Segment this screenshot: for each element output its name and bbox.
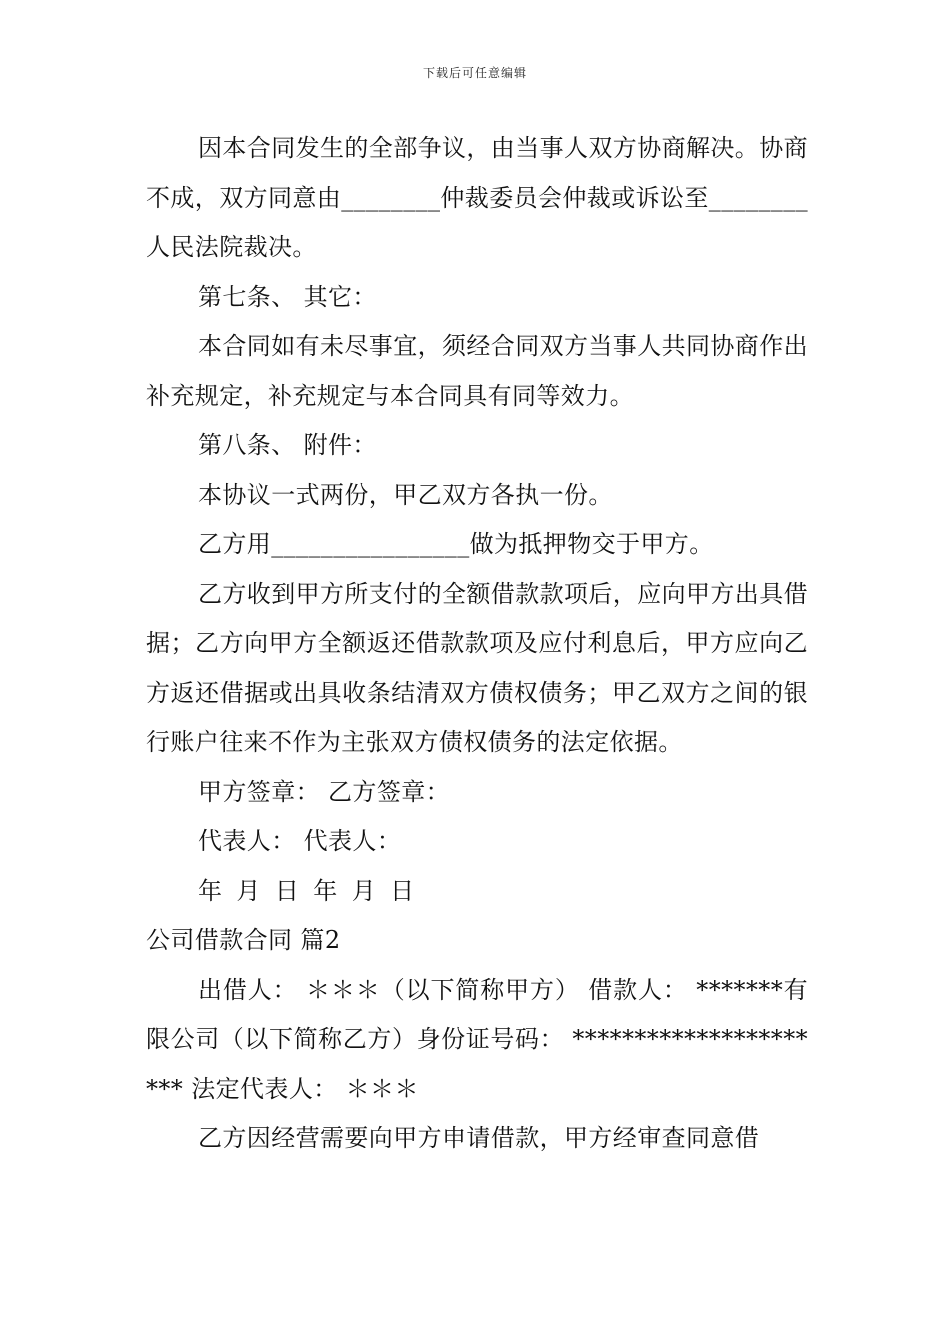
header-note: 下载后可任意编辑 <box>422 66 527 80</box>
parties-paragraph: 出借人： ＊＊＊（以下简称甲方） 借款人： *******有限公司（以下简称乙方）身份证号码： ********************** 法定代表人： ＊＊＊ <box>146 975 808 1103</box>
representative-line: 代表人： 代表人： <box>198 827 402 855</box>
supplementary-provisions-paragraph: 本合同如有未尽事宜，须经合同双方当事人共同协商作出补充规定，补充规定与本合同具有同等效力。 <box>146 332 808 410</box>
date-line: 年 月 日 年 月 日 <box>198 876 415 905</box>
dispute-resolution-paragraph: 因本合同发生的全部争议，由当事人双方协商解决。协商不成，双方同意由________仲裁委员会仲裁或诉讼至________人民法院裁决。 <box>146 134 808 261</box>
copies-paragraph: 本协议一式两份，甲乙双方各执一份。 <box>198 480 613 509</box>
collateral-paragraph: 乙方用________________做为抵押物交于甲方。 <box>198 530 714 558</box>
loan-request-paragraph: 乙方因经营需要向甲方申请借款，甲方经审查同意借 <box>198 1124 760 1152</box>
document-body <box>146 124 808 1164</box>
article-seven-heading: 第七条、 其它： <box>198 282 377 311</box>
section-title: 公司借款合同 篇2 <box>146 926 341 954</box>
receipt-paragraph: 乙方收到甲方所支付的全额借款款项后，应向甲方出具借据；乙方向甲方全额返还借款款项及应付利息后，甲方应向乙方返还借据或出具收条结清双方债权债务；甲乙双方之间的银行账户往来不作为主张双方债权债务的法定依据。 <box>146 579 808 756</box>
article-eight-heading: 第八条、 附件： <box>198 431 377 459</box>
signature-line: 甲方签章： 乙方签章： <box>198 777 451 806</box>
